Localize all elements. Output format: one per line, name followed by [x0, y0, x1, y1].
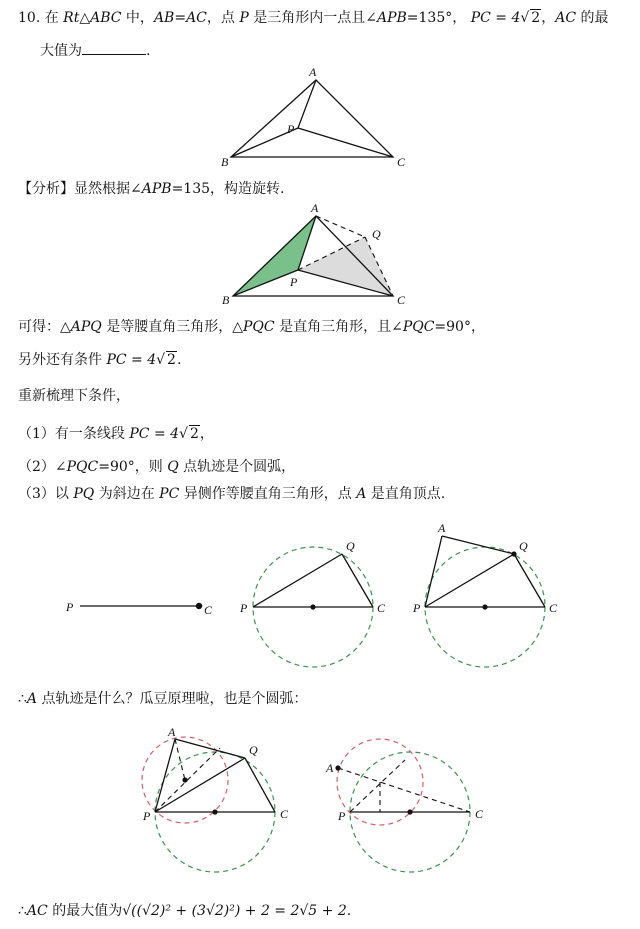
analysis-text: =135，构造旋转. [171, 181, 285, 197]
derive-text: 可得：△ [18, 319, 71, 335]
condition-text: 为斜边在 [94, 486, 160, 502]
condition-text: ， [199, 426, 214, 442]
fig3b-label-p: P [240, 601, 248, 615]
fig4a-label-q: Q [249, 743, 258, 757]
fig1-label-c: C [397, 155, 406, 169]
segment-ap [298, 80, 316, 128]
analysis-text: 显然根据∠ [74, 181, 142, 197]
fig4a-label-p: P [143, 809, 151, 823]
problem-triangle: △ABC [79, 10, 122, 26]
derive-pc-eq: PC = 4 [106, 352, 157, 368]
fig3b-label-c: C [377, 601, 386, 615]
condition-text: 是直角顶点. [366, 486, 446, 502]
figure-3c [425, 536, 545, 667]
problem-text: . [146, 43, 151, 59]
derive-text: . [176, 352, 182, 368]
condition-pc: PC [159, 486, 180, 502]
figure-2 [233, 216, 393, 296]
problem-number: 10. [18, 10, 41, 26]
locus-a: A [26, 691, 38, 707]
condition-pq: PQ [73, 486, 95, 502]
fig3c-label-q: Q [519, 539, 528, 553]
derive-sqrt: 2 [167, 352, 176, 368]
fig2-label-p: P [290, 275, 298, 289]
problem-text: 是三角形内一点且∠ [248, 10, 377, 26]
problem-angle-apb: APB [376, 10, 407, 26]
problem-sqrt: 2 [531, 10, 541, 26]
fig2-label-q: Q [372, 227, 381, 241]
fig1-label-p: P [287, 122, 295, 136]
problem-text: 在 [44, 10, 64, 26]
problem-text: ，点 [206, 10, 240, 26]
fig4b-label-p: P [338, 809, 346, 823]
answer-ac: AC [26, 903, 48, 919]
condition-q: Q [167, 459, 179, 475]
fig3c-label-p: P [413, 601, 421, 615]
condition-sqrt: 2 [189, 426, 199, 442]
analysis-apb: APB [141, 181, 172, 197]
figure-3b [253, 547, 373, 667]
problem-text: ， [541, 10, 556, 26]
problem-rt: Rt [63, 10, 80, 26]
condition-text: （2）∠ [18, 459, 67, 475]
figure-1 [231, 80, 393, 157]
figure-4a [142, 737, 275, 872]
locus-text: 点轨迹是什么？瓜豆原理啦，也是个圆弧： [37, 691, 308, 707]
problem-ac: AC [555, 10, 577, 26]
fig3a-label-p: P [66, 600, 74, 614]
fig2-label-a: A [311, 201, 319, 215]
problem-text: 中， [121, 10, 154, 26]
condition-pc-eq: PC = 4 [129, 426, 180, 442]
fig4a-label-c: C [280, 807, 289, 821]
problem-text: 的最 [576, 10, 609, 26]
fig4b-label-a: A [326, 761, 334, 775]
therefore-symbol: ∴ [18, 903, 27, 919]
derive-text: 另外还有条件 [18, 352, 107, 368]
figure-4b [335, 739, 470, 872]
problem-text: 大值为 [40, 43, 82, 59]
condition-pqc: PQC [66, 459, 99, 475]
derive-text: 是直角三角形，且∠ [274, 319, 403, 335]
fig3a-label-c: C [204, 603, 213, 617]
problem-pc-eq: PC = 4 [470, 10, 521, 26]
derive-text: =90°， [434, 319, 485, 335]
problem-ab-ac: AB=AC [153, 10, 207, 26]
fig2-label-b: B [222, 293, 230, 307]
condition-text: （1）有一条线段 [18, 426, 130, 442]
figure-3a [80, 603, 202, 608]
fig1-label-a: A [309, 65, 317, 79]
fig2-label-c: C [397, 293, 406, 307]
therefore-symbol: ∴ [18, 691, 27, 707]
condition-text: （3）以 [18, 486, 74, 502]
analysis-bracket: 【分析】 [18, 181, 74, 197]
derive-apq: APQ [70, 319, 102, 335]
answer-text: 的最大值为 [47, 903, 123, 919]
fig3c-label-a: A [438, 521, 446, 535]
problem-line-1: 10. 在 Rt△ABC 中，AB=AC，点 P 是三角形内一点且∠APB=135°， PC = 4√ 2，AC 的最 [18, 10, 609, 26]
condition-text: 点轨迹是个圆弧， [178, 459, 296, 475]
derive-text: 是等腰直角三角形，△ [101, 319, 244, 335]
fig3c-label-c: C [549, 601, 558, 615]
answer-formula: √((√2)² + (3√2)²) + 2 = 2√5 + 2 [122, 903, 347, 919]
answer-text: . [346, 903, 352, 919]
problem-text: =135°， [406, 10, 467, 26]
derive-pqc: PQC [402, 319, 435, 335]
derive-pqc: PQC [243, 319, 275, 335]
fig4b-label-c: C [475, 807, 484, 821]
condition-a: A [356, 486, 367, 502]
fig3b-label-q: Q [346, 539, 355, 553]
fig4a-label-a: A [168, 725, 176, 739]
condition-text: =90°，则 [98, 459, 168, 475]
fig1-label-b: B [221, 155, 229, 169]
derive-line-2: 另外还有条件 PC = 4√ 2. [18, 352, 182, 368]
condition-1: （1）有一条线段 PC = 4√ 2， [18, 426, 214, 442]
problem-point-p: P [239, 10, 249, 26]
derive-text: 重新梳理下条件， [18, 388, 130, 404]
condition-text: 异侧作等腰直角三角形，点 [179, 486, 357, 502]
